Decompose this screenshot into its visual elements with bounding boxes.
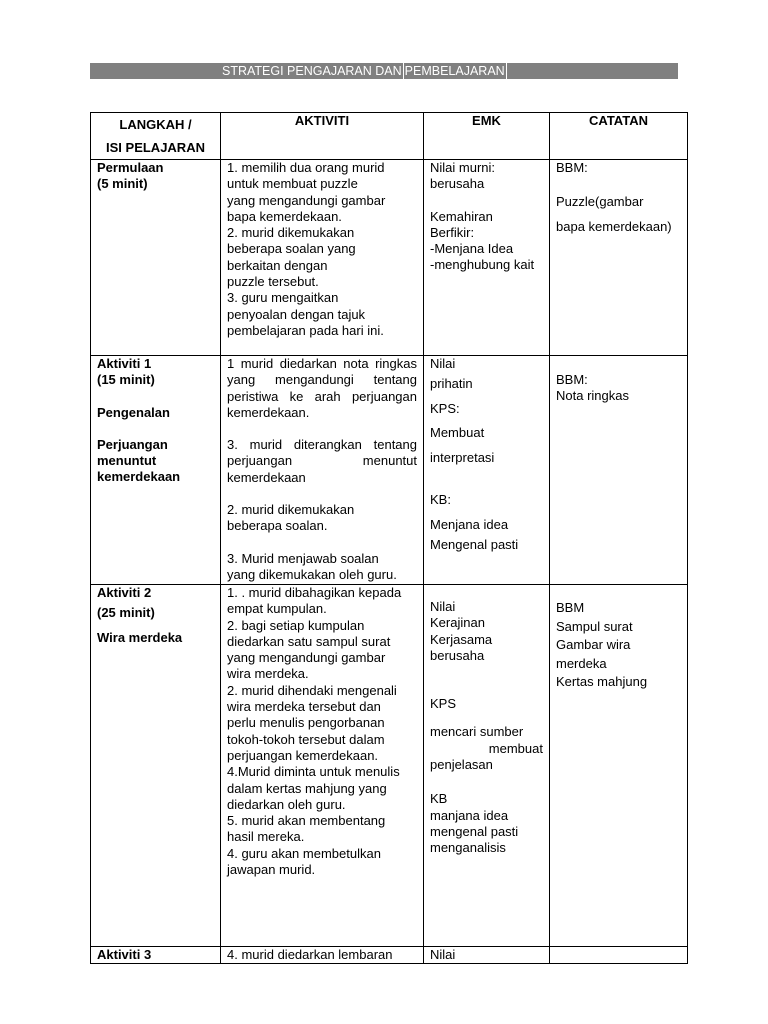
cell-emk [424,160,550,356]
header-langkah [91,113,221,160]
banner-title-part2: PEMBELAJARAN [404,64,505,78]
cell-langkah: Aktiviti 3 [91,947,221,964]
header-catatan: CATATAN [550,113,688,160]
catatan-item: Gambar wira [556,637,631,652]
aktiviti-line: 2. murid dikemukakan [227,225,355,241]
catatan-item: Kertas mahjung [556,674,648,689]
cell-emk [424,585,550,947]
catatan-value: Nota ringkas [556,388,629,404]
banner-title-part1: STRATEGI PENGAJARAN DAN [222,64,402,78]
emk-nilai-value: Kerajinan [430,615,485,631]
aktiviti-line: 3. guru mengaitkan [227,290,339,306]
aktiviti-line: 1. . murid dibahagikan kepada [227,585,402,600]
table-header-row [91,113,688,160]
table-row [91,356,688,585]
catatan-item: merdeka [556,655,607,671]
header-langkah-line2: ISI PELAJARAN [106,140,205,155]
emk-nilai-value: Kerjasama [430,631,493,647]
aktiviti-paragraph: 3. murid diterangkan tentang perjuangan menuntut kemerdekaan [227,437,417,485]
aktiviti-line: beberapa soalan yang [227,241,356,257]
lesson-plan-table [90,112,688,964]
aktiviti-line: yang mengandungi gambar [227,650,386,666]
langkah-time: (5 minit) [97,176,148,192]
emk-nilai-value: berusaha [430,647,485,663]
aktiviti-line: penyoalan dengan tajuk [227,306,366,322]
cell-emk [424,356,550,585]
cell-aktiviti [221,585,424,947]
aktiviti-line: empat kumpulan. [227,601,327,617]
cell-catatan [550,160,688,356]
aktiviti-line: beberapa soalan. [227,518,328,534]
aktiviti-line: yang mengandungi gambar [227,192,386,208]
catatan-value: Puzzle(gambar [556,194,644,210]
aktiviti-line: 2. bagi setiap kumpulan [227,617,365,633]
emk-kps-item: interpretasi [430,449,495,465]
langkah-time: (25 minit) [97,605,155,620]
banner-separator [403,63,404,79]
aktiviti-line: wira merdeka tersebut dan [227,699,381,715]
aktiviti-line: tokoh-tokoh tersebut dalam [227,731,385,747]
cell-aktiviti [221,160,424,356]
header-aktiviti: AKTIVITI [221,113,424,160]
header-emk: EMK [424,113,550,160]
langkah-subtitle: Wira merdeka [97,629,183,645]
langkah-subtitle: kemerdekaan [97,469,181,485]
cell-catatan [550,356,688,585]
emk-kb-item: Mengenal pasti [430,537,519,552]
aktiviti-line: 5. murid akan membentang [227,813,386,829]
emk-kemahiran-label: Kemahiran [430,208,493,224]
emk-kps-label: KPS: [430,400,460,416]
emk-nilai-label: Nilai murni: [430,160,496,175]
aktiviti-line: 3. Murid menjawab soalan [227,550,379,566]
emk-kb-label: KB: [430,492,451,507]
aktiviti-line: 4. guru akan membetulkan [227,845,381,861]
emk-item: -menghubung kait [430,257,535,273]
aktiviti-line: hasil mereka. [227,829,305,845]
langkah-subtitle: Pengenalan [97,404,170,420]
aktiviti-line: berkaitan dengan [227,257,328,273]
aktiviti-line: puzzle tersebut. [227,274,319,290]
catatan-value: bapa kemerdekaan) [556,218,672,234]
aktiviti-line: perjuangan kemerdekaan. [227,747,379,763]
cell-aktiviti: 4. murid diedarkan lembaran [221,947,424,964]
emk-kb-item: mengenal pasti [430,823,519,839]
emk-kps-item: Membuat [430,425,485,440]
table-row [91,585,688,947]
cell-aktiviti [221,356,424,585]
table-row [91,160,688,356]
aktiviti-line: untuk membuat puzzle [227,176,358,192]
aktiviti-line: 2. murid dihendaki mengenali [227,682,397,698]
aktiviti-line: dalam kertas mahjung yang [227,780,387,796]
emk-kps-item: penjelasan [430,757,493,773]
cell-catatan [550,585,688,947]
catatan-item: Sampul surat [556,618,633,634]
langkah-title: Aktiviti 1 [97,356,152,371]
cell-langkah [91,160,221,356]
emk-kb-item: manjana idea [430,807,509,823]
aktiviti-paragraph: 1 murid diedarkan nota ringkas yang mengandungi tentang peristiwa ke arah perjuangan kemerdekaan. [227,356,417,420]
aktiviti-line: diedarkan satu sampul surat [227,633,391,649]
banner-title [222,63,508,79]
catatan-label: BBM [556,600,585,615]
header-langkah-line1: LANGKAH / [119,117,192,132]
emk-kps-label: KPS [430,696,457,712]
langkah-title: Permulaan [97,160,164,175]
aktiviti-line: pembelajaran pada hari ini. [227,322,384,338]
aktiviti-line: perlu menulis pengorbanan [227,715,385,731]
emk-kb-item: Menjana idea [430,516,509,532]
emk-nilai-value: prihatin [430,376,473,391]
table-row [91,947,688,964]
cell-langkah [91,585,221,947]
banner-separator-end [506,63,507,79]
emk-kb-label: KB [430,791,448,807]
aktiviti-line: yang dikemukakan oleh guru. [227,566,397,582]
aktiviti-line: wira merdeka. [227,666,309,682]
cell-langkah [91,356,221,585]
emk-kps-item: membuat [488,740,543,756]
aktiviti-line: diedarkan oleh guru. [227,796,346,812]
emk-nilai: Nilai [430,599,456,614]
emk-nilai-value: berusaha [430,176,485,192]
emk-kb-item: menganalisis [430,840,506,856]
emk-nilai: Nilai [430,356,456,371]
catatan-label: BBM: [556,372,588,387]
langkah-subtitle: Perjuangan [97,436,168,452]
emk-berfikir-label: Berfikir: [430,224,475,240]
aktiviti-line: 4.Murid diminta untuk menulis [227,764,400,780]
cell-catatan [550,947,688,964]
langkah-subtitle: menuntut [97,453,157,469]
langkah-time: (15 minit) [97,372,155,388]
emk-kps-item: mencari sumber [430,724,524,740]
catatan-label: BBM: [556,160,588,175]
aktiviti-line: 1. memilih dua orang murid [227,160,385,175]
langkah-title: Aktiviti 2 [97,585,152,600]
aktiviti-line: bapa kemerdekaan. [227,208,342,224]
emk-item: -Menjana Idea [430,241,514,257]
aktiviti-line: jawapan murid. [227,862,316,878]
cell-emk: Nilai [424,947,550,964]
aktiviti-line: 2. murid dikemukakan [227,502,355,518]
